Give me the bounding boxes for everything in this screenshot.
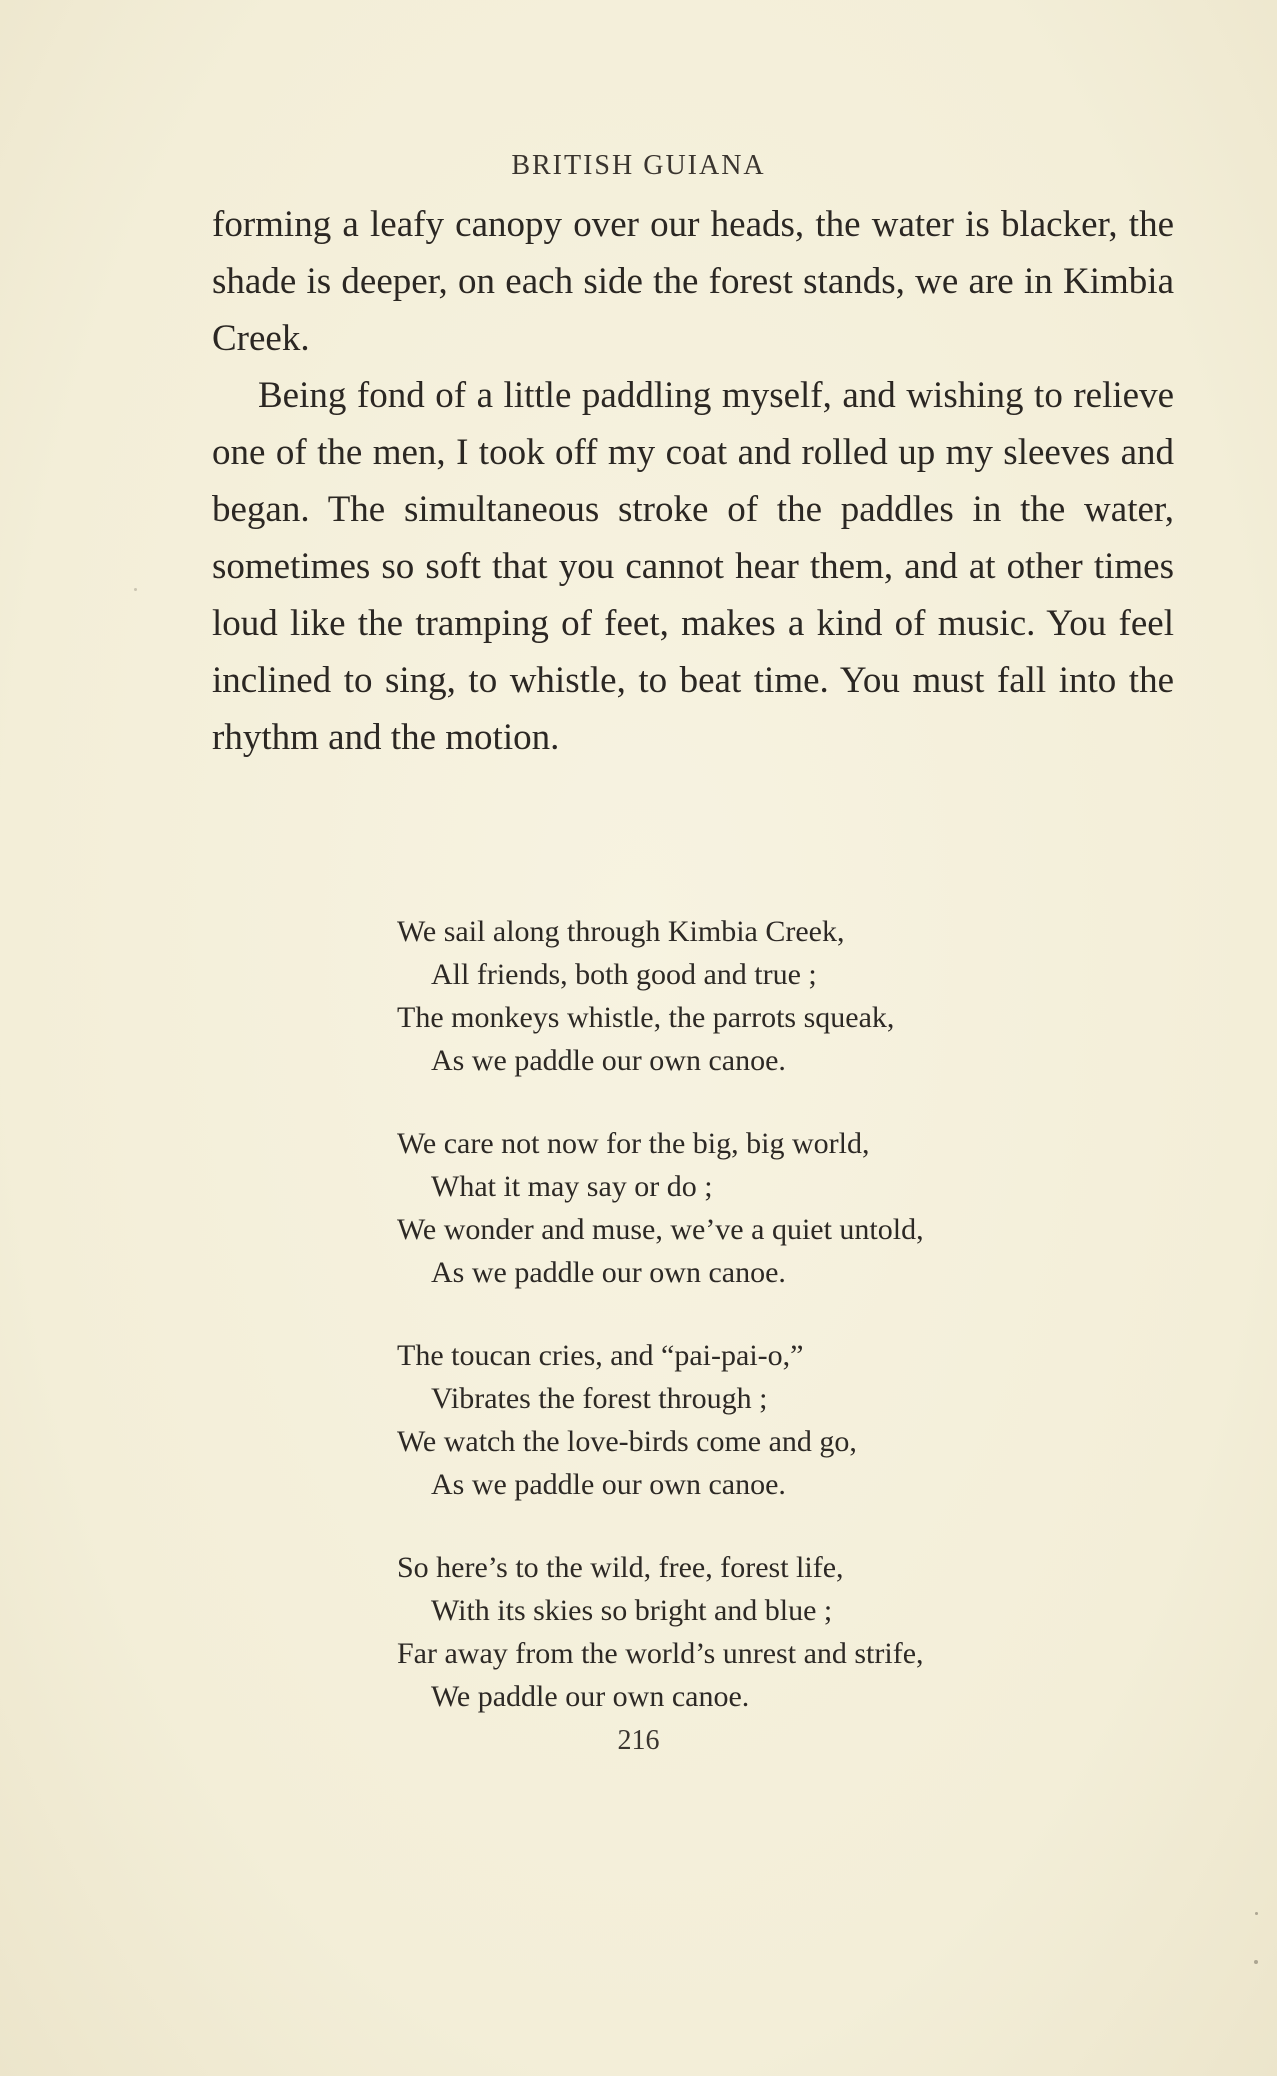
poem-line: As we paddle our own canoe. — [431, 1468, 786, 1501]
poem-line: We paddle our own canoe. — [431, 1680, 750, 1713]
poem-stanza-1 — [397, 910, 1157, 1082]
poem-line: What it may say or do ; — [431, 1170, 713, 1203]
poem-line: So here’s to the wild, free, forest life, — [397, 1551, 844, 1584]
prose-body — [212, 196, 1174, 766]
poem-line: We sail along through Kimbia Creek, — [397, 915, 845, 948]
paragraph-continued: forming a leafy canopy over our heads, the water is blacker, the shade is deeper, on each side the forest stands, we are in Kimbia Creek. — [212, 204, 1174, 359]
poem-line: The monkeys whistle, the parrots squeak, — [397, 1001, 895, 1034]
poem-line: We watch the love-birds come and go, — [397, 1425, 857, 1458]
paper-speck — [134, 588, 137, 591]
poem-stanza-2 — [397, 1122, 1157, 1294]
poem-line: The toucan cries, and “pai-pai-o,” — [397, 1339, 804, 1372]
poem-line: With its skies so bright and blue ; — [431, 1594, 833, 1627]
poem-stanza-4 — [397, 1546, 1157, 1718]
poem-line: As we paddle our own canoe. — [431, 1256, 786, 1289]
poem-line: All friends, both good and true ; — [431, 958, 817, 991]
page-number: 216 — [617, 1725, 660, 1756]
poem — [397, 910, 1157, 1758]
poem-stanza-3 — [397, 1334, 1157, 1506]
paper-speck — [1255, 1912, 1258, 1915]
running-head: BRITISH GUIANA — [511, 150, 766, 181]
paper-speck — [1254, 1960, 1258, 1964]
poem-line: We wonder and muse, we’ve a quiet untold, — [397, 1213, 924, 1246]
paragraph-paddling: Being fond of a little paddling myself, and wishing to relieve one of the men, I took off my coat and rolled up my sleeves and began. The simultaneous stroke of the paddles in the water, sometimes so soft that you cannot hear them, and at other times loud like the tramping of feet, makes a kind of music. You feel inclined to sing, to whistle, to beat time. You must fall into the rhythm and the motion. — [212, 375, 1174, 758]
poem-line: Far away from the world’s unrest and strife, — [397, 1637, 924, 1670]
poem-line: As we paddle our own canoe. — [431, 1044, 786, 1077]
poem-line: Vibrates the forest through ; — [431, 1382, 768, 1415]
poem-line: We care not now for the big, big world, — [397, 1127, 870, 1160]
